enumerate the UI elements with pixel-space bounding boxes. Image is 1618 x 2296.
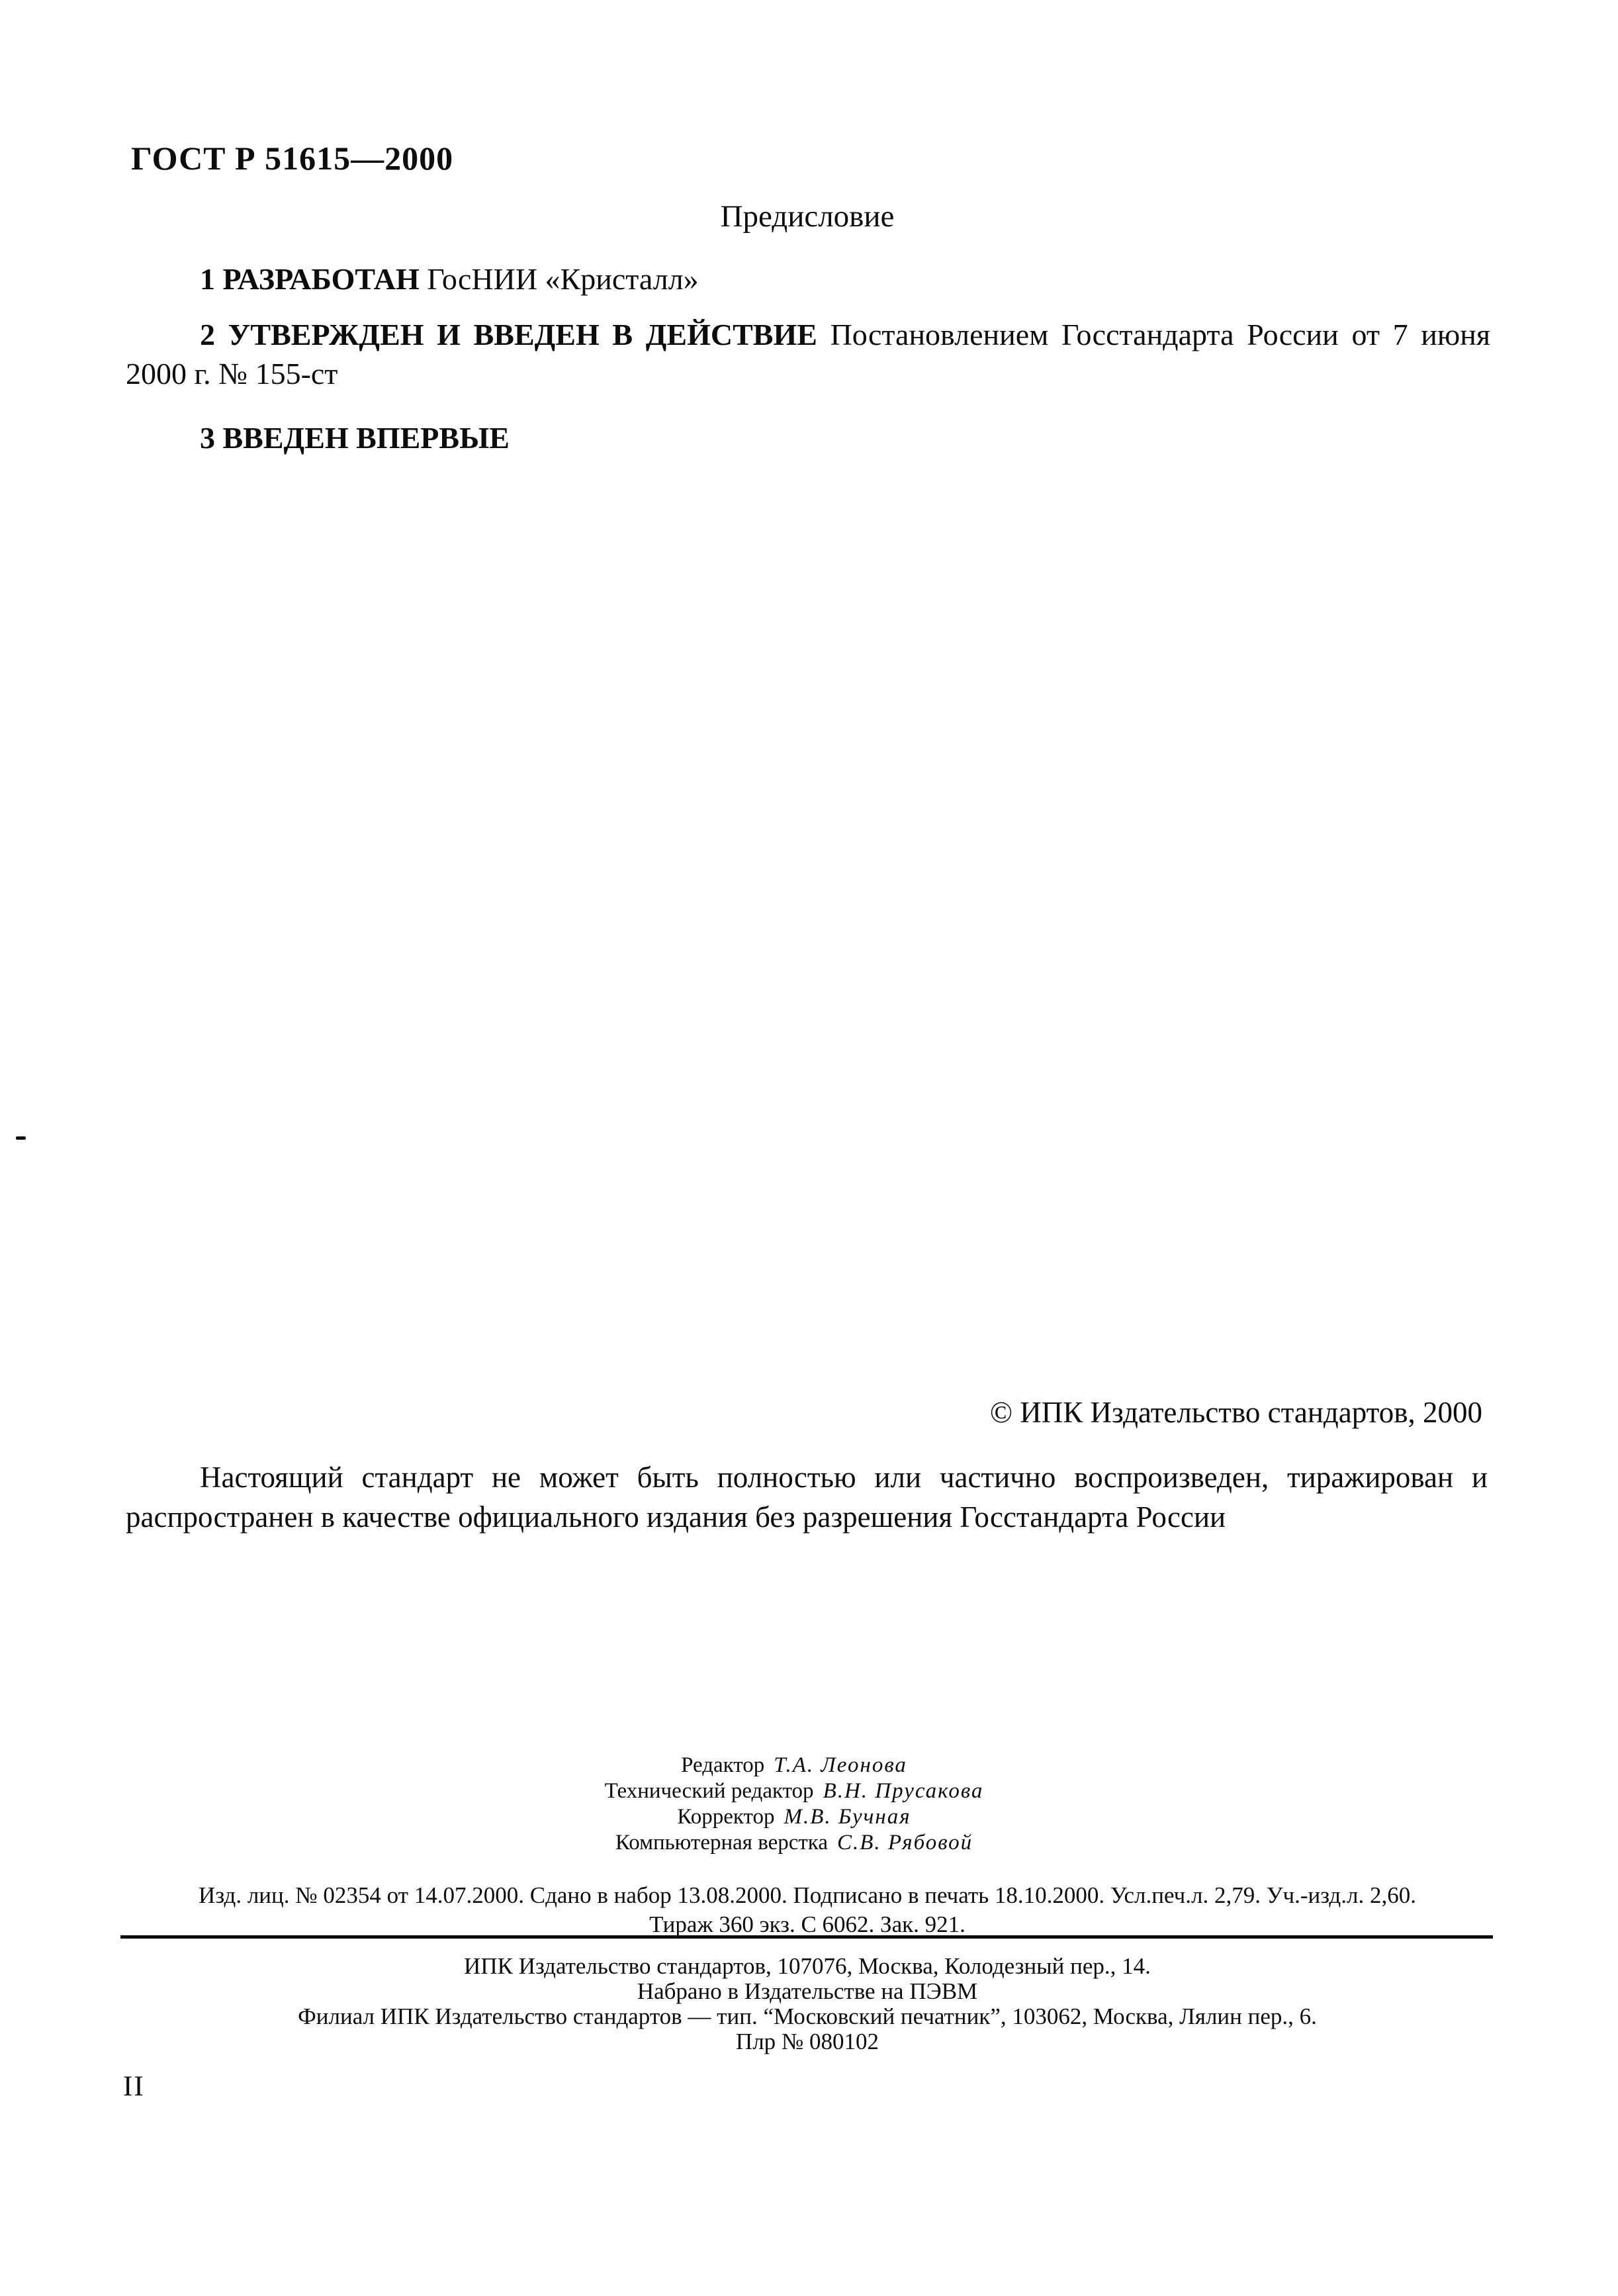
credit-layout (0, 1830, 1588, 1856)
credits-block (0, 1753, 1588, 1856)
credit-role: Компьютерная верстка (615, 1831, 828, 1855)
publisher-address: ИПК Издательство стандартов, 107076, Москва, Колодезный пер., 14. (464, 1953, 1151, 1979)
preface-item-2 (126, 315, 1490, 393)
copyright-notice: © ИПК Издательство стандартов, 2000 (989, 1396, 1482, 1429)
credit-role: Корректор (677, 1805, 775, 1829)
credit-name: Т.А. Леонова (774, 1753, 907, 1777)
divider-rule (120, 1935, 1493, 1939)
imprint-print-run-line: Тираж 360 экз. С 6062. Зак. 921. (649, 1911, 966, 1937)
preface-item-1-text: ГосНИИ «Кристалл» (427, 262, 699, 296)
preface-item-2-text: Постановлением Госстандарта России от 7 июня 2000 г. № 155-ст (126, 318, 1491, 390)
imprint-license-line: Изд. лиц. № 02354 от 14.07.2000. Сдано в набор 13.08.2000. Подписано в печать 18.10.2000. Усл.печ.л. 2,79. Уч.-изд.л. 2,60. (199, 1882, 1416, 1908)
publisher-typeset-note: Набрано в Издательстве на ПЭВМ (637, 1978, 978, 2004)
credit-name: В.Н. Прусакова (823, 1779, 984, 1803)
imprint-block (96, 1881, 1519, 1939)
preface-item-1 (126, 259, 1490, 298)
credit-proofreader (0, 1804, 1588, 1830)
credit-role: Редактор (681, 1753, 765, 1777)
doc-code: ГОСТ Р 51615—2000 (131, 140, 454, 177)
credit-name: С.В. Рябовой (836, 1831, 973, 1855)
credit-editor (0, 1753, 1588, 1778)
publisher-block (96, 1954, 1519, 2054)
preface-item-2-label: 2 УТВЕРЖДЕН И ВВЕДЕН В ДЕЙСТВИЕ (200, 318, 817, 351)
preface-item-3-label: 3 ВВЕДЕН ВПЕРВЫЕ (200, 421, 510, 455)
credit-role: Технический редактор (604, 1779, 814, 1803)
scan-artifact-mark (16, 1136, 26, 1140)
publisher-branch: Филиал ИПК Издательство стандартов — тип. “Московский печатник”, 103062, Москва, Лялин пер., 6. (298, 2003, 1317, 2029)
page-number: II (123, 2071, 145, 2102)
preface-item-3 (126, 418, 1490, 457)
publisher-plr: Плр № 080102 (735, 2029, 879, 2054)
reproduction-restriction: Настоящий стандарт не может быть полностью или частично воспроизведен, тиражирован и распространен в качестве официального издания без разрешения Госстандарта России (126, 1461, 1488, 1534)
preface-heading: Предисловие (720, 199, 895, 234)
credit-name: М.В. Бучная (784, 1805, 911, 1829)
credit-technical-editor (0, 1778, 1588, 1804)
preface-item-1-label: 1 РАЗРАБОТАН (200, 262, 420, 296)
